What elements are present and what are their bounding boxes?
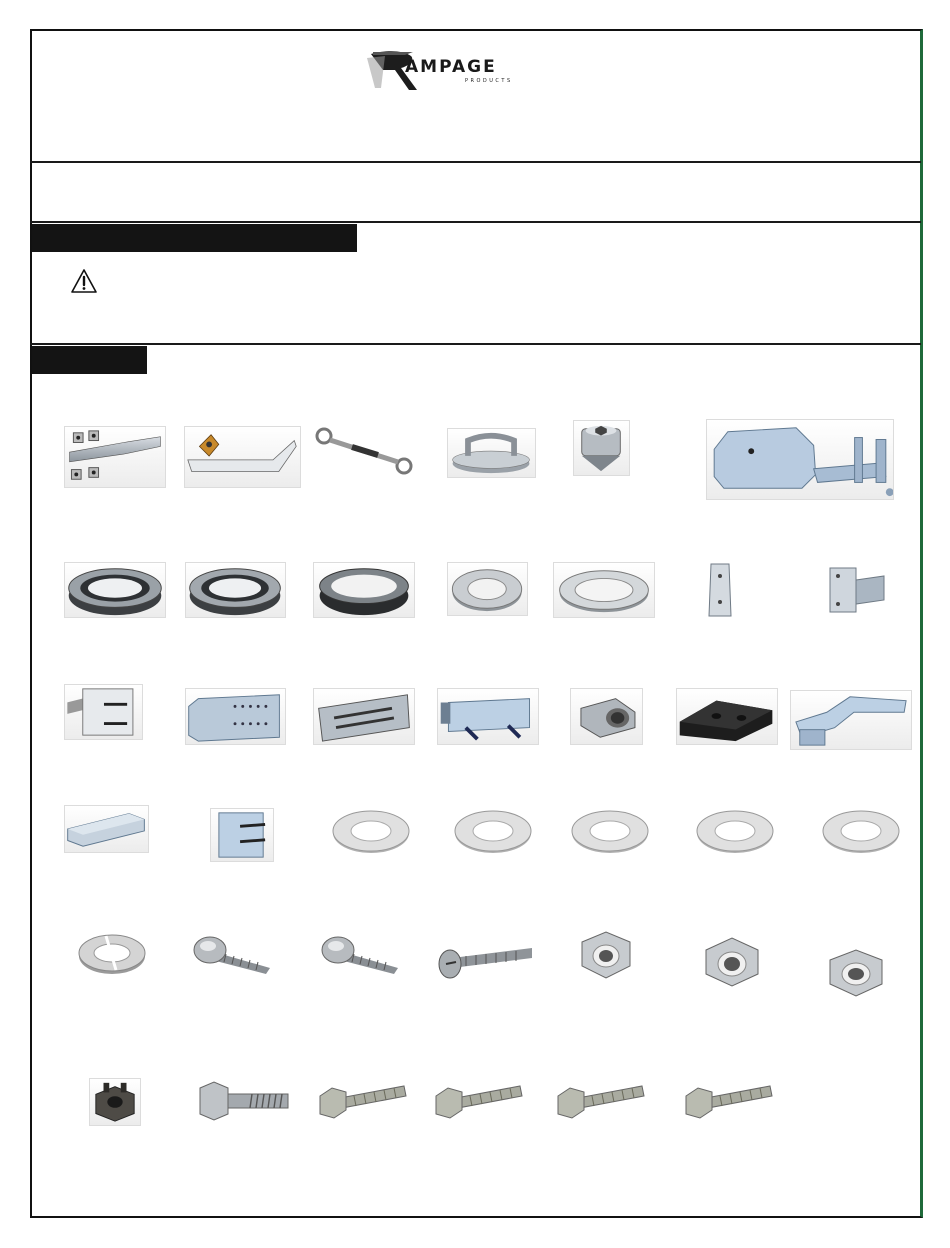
part-cap-handle [447, 428, 536, 478]
part-washer-5 [820, 808, 902, 856]
part-lock-washer [76, 930, 148, 978]
part-slotted-channel [313, 688, 415, 745]
part-axle-shaft [64, 426, 166, 488]
part-nylock-nut-1 [572, 928, 638, 984]
part-seal [313, 562, 415, 618]
part-flat-ring-1 [447, 562, 528, 616]
part-stud-plate [210, 808, 274, 862]
title-divider [30, 221, 921, 223]
part-washer-1 [330, 808, 412, 856]
part-angle-bracket [826, 562, 888, 618]
part-hex-bolt-2 [434, 1078, 524, 1124]
part-socket-nut [573, 420, 630, 476]
part-machine-screw [436, 936, 534, 986]
part-nylock-nut-2 [696, 934, 766, 992]
part-bearing-1 [64, 562, 166, 618]
section-header-bar-1 [32, 224, 357, 252]
part-hex-bolt-1 [318, 1078, 408, 1124]
part-mount-plate [184, 426, 301, 488]
part-stud-block [437, 688, 539, 745]
logo-subtitle: PRODUCTS [465, 78, 513, 84]
part-spacer-bar [64, 805, 149, 853]
header-divider [30, 161, 921, 163]
part-hex-bolt-4 [684, 1078, 774, 1124]
part-swing-frame [706, 419, 894, 500]
part-channel-bracket [185, 688, 286, 745]
part-rubber-pad [676, 688, 778, 745]
part-plate-bracket [64, 684, 143, 740]
part-washer-4 [694, 808, 776, 856]
part-lug-nut [570, 688, 643, 745]
part-button-bolt-1 [192, 928, 274, 978]
part-bearing-2 [185, 562, 286, 618]
logo-wordmark: AMPAGE [405, 57, 497, 77]
part-button-bolt-2 [320, 928, 402, 978]
part-washer-3 [569, 808, 651, 856]
part-hex-bolt-3 [556, 1078, 646, 1124]
brand-logo [365, 48, 575, 94]
part-castle-nut [89, 1078, 141, 1126]
part-adjustable-link [312, 424, 416, 478]
part-strap-bracket [705, 562, 735, 620]
part-hex-bolt-long [196, 1078, 292, 1124]
section-header-bar-2 [32, 346, 147, 374]
part-nylock-nut-3 [822, 946, 890, 1002]
part-bent-bracket [790, 690, 912, 750]
part-flat-ring-2 [553, 562, 655, 618]
part-washer-2 [452, 808, 534, 856]
page-frame [30, 29, 923, 1218]
warning-divider [30, 343, 921, 345]
warning-triangle-icon [70, 268, 98, 294]
